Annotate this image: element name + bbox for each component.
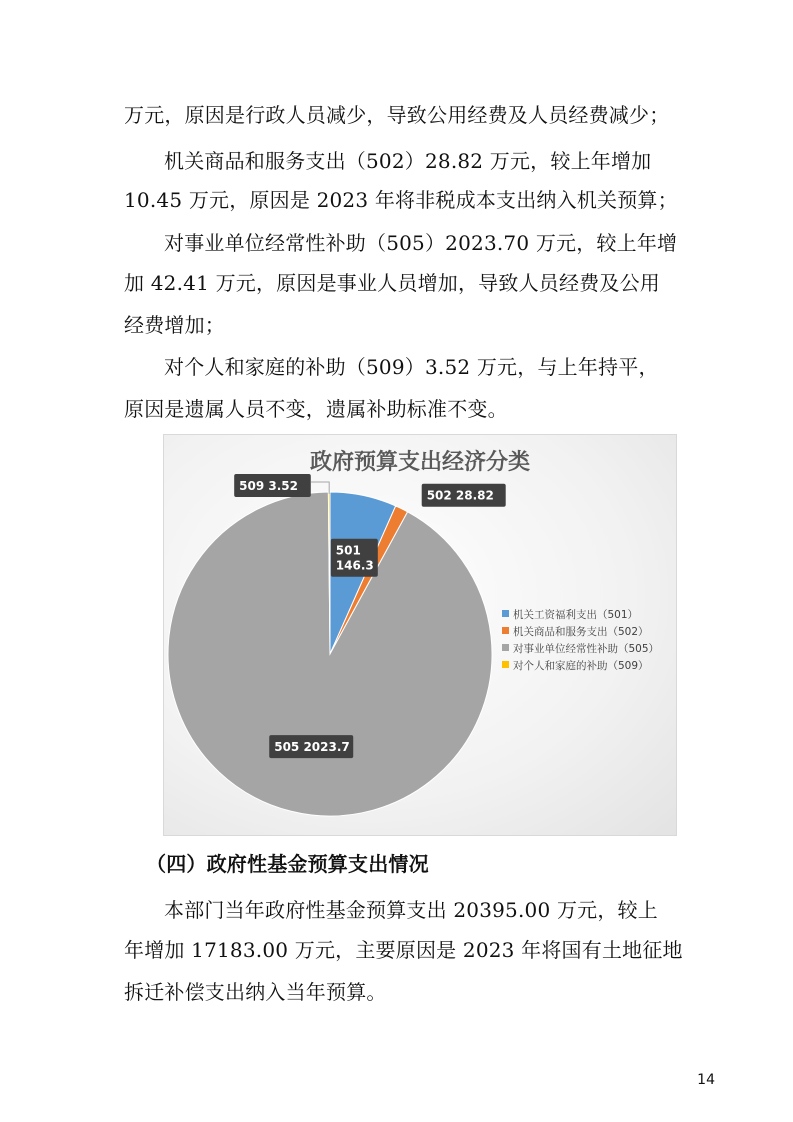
data-label-502 [422,484,506,507]
paragraph-line: 拆迁补偿支出纳入当年预算。 [124,980,387,1004]
legend-label: 机关商品和服务支出（502） [513,626,649,638]
paragraph-line: 万元，原因是行政人员减少，导致公用经费及人员经费减少； [124,103,670,127]
page-number: 14 [697,1072,715,1088]
legend-label: 机关工资福利支出（501） [513,609,639,621]
section-heading: （四）政府性基金预算支出情况 [146,852,429,876]
data-label-text: 502 28.82 [426,488,494,503]
data-label-509 [234,474,311,497]
paragraph-line: 加 42.41 万元，原因是事业人员增加，导致人员经费及公用 [124,271,660,295]
legend-label: 对事业单位经常性补助（505） [513,643,660,655]
legend-swatch [502,661,509,668]
data-label-text: 505 2023.7 [274,740,350,755]
paragraph-line: 本部门当年政府性基金预算支出 20395.00 万元，较上 [164,898,658,922]
legend-swatch [502,610,509,617]
paragraph-line: 原因是遗属人员不变，遗属补助标准不变。 [124,397,508,421]
data-label-505 [269,735,353,758]
data-label-text: 501 [335,543,361,558]
chart-title: 政府预算支出经济分类 [309,450,531,475]
pie-chart [163,434,677,836]
legend-swatch [502,627,509,634]
paragraph-line: 对个人和家庭的补助（509）3.52 万元，与上年持平， [164,355,659,379]
pie-chart-svg [164,435,676,835]
data-label-501 [331,539,378,577]
paragraph-line: 对事业单位经常性补助（505）2023.70 万元，较上年增 [164,231,678,255]
paragraph-line: 机关商品和服务支出（502）28.82 万元，较上年增加 [164,149,652,173]
legend-swatch [502,644,509,651]
paragraph-line: 10.45 万元，原因是 2023 年将非税成本支出纳入机关预算； [124,188,678,212]
legend-label: 对个人和家庭的补助（509） [513,660,649,672]
paragraph-line: 经费增加； [124,313,225,337]
data-label-text: 146.3 [335,558,374,573]
paragraph-line: 年增加 17183.00 万元，主要原因是 2023 年将国有土地征地 [124,938,683,962]
data-label-text: 509 3.52 [239,479,299,494]
